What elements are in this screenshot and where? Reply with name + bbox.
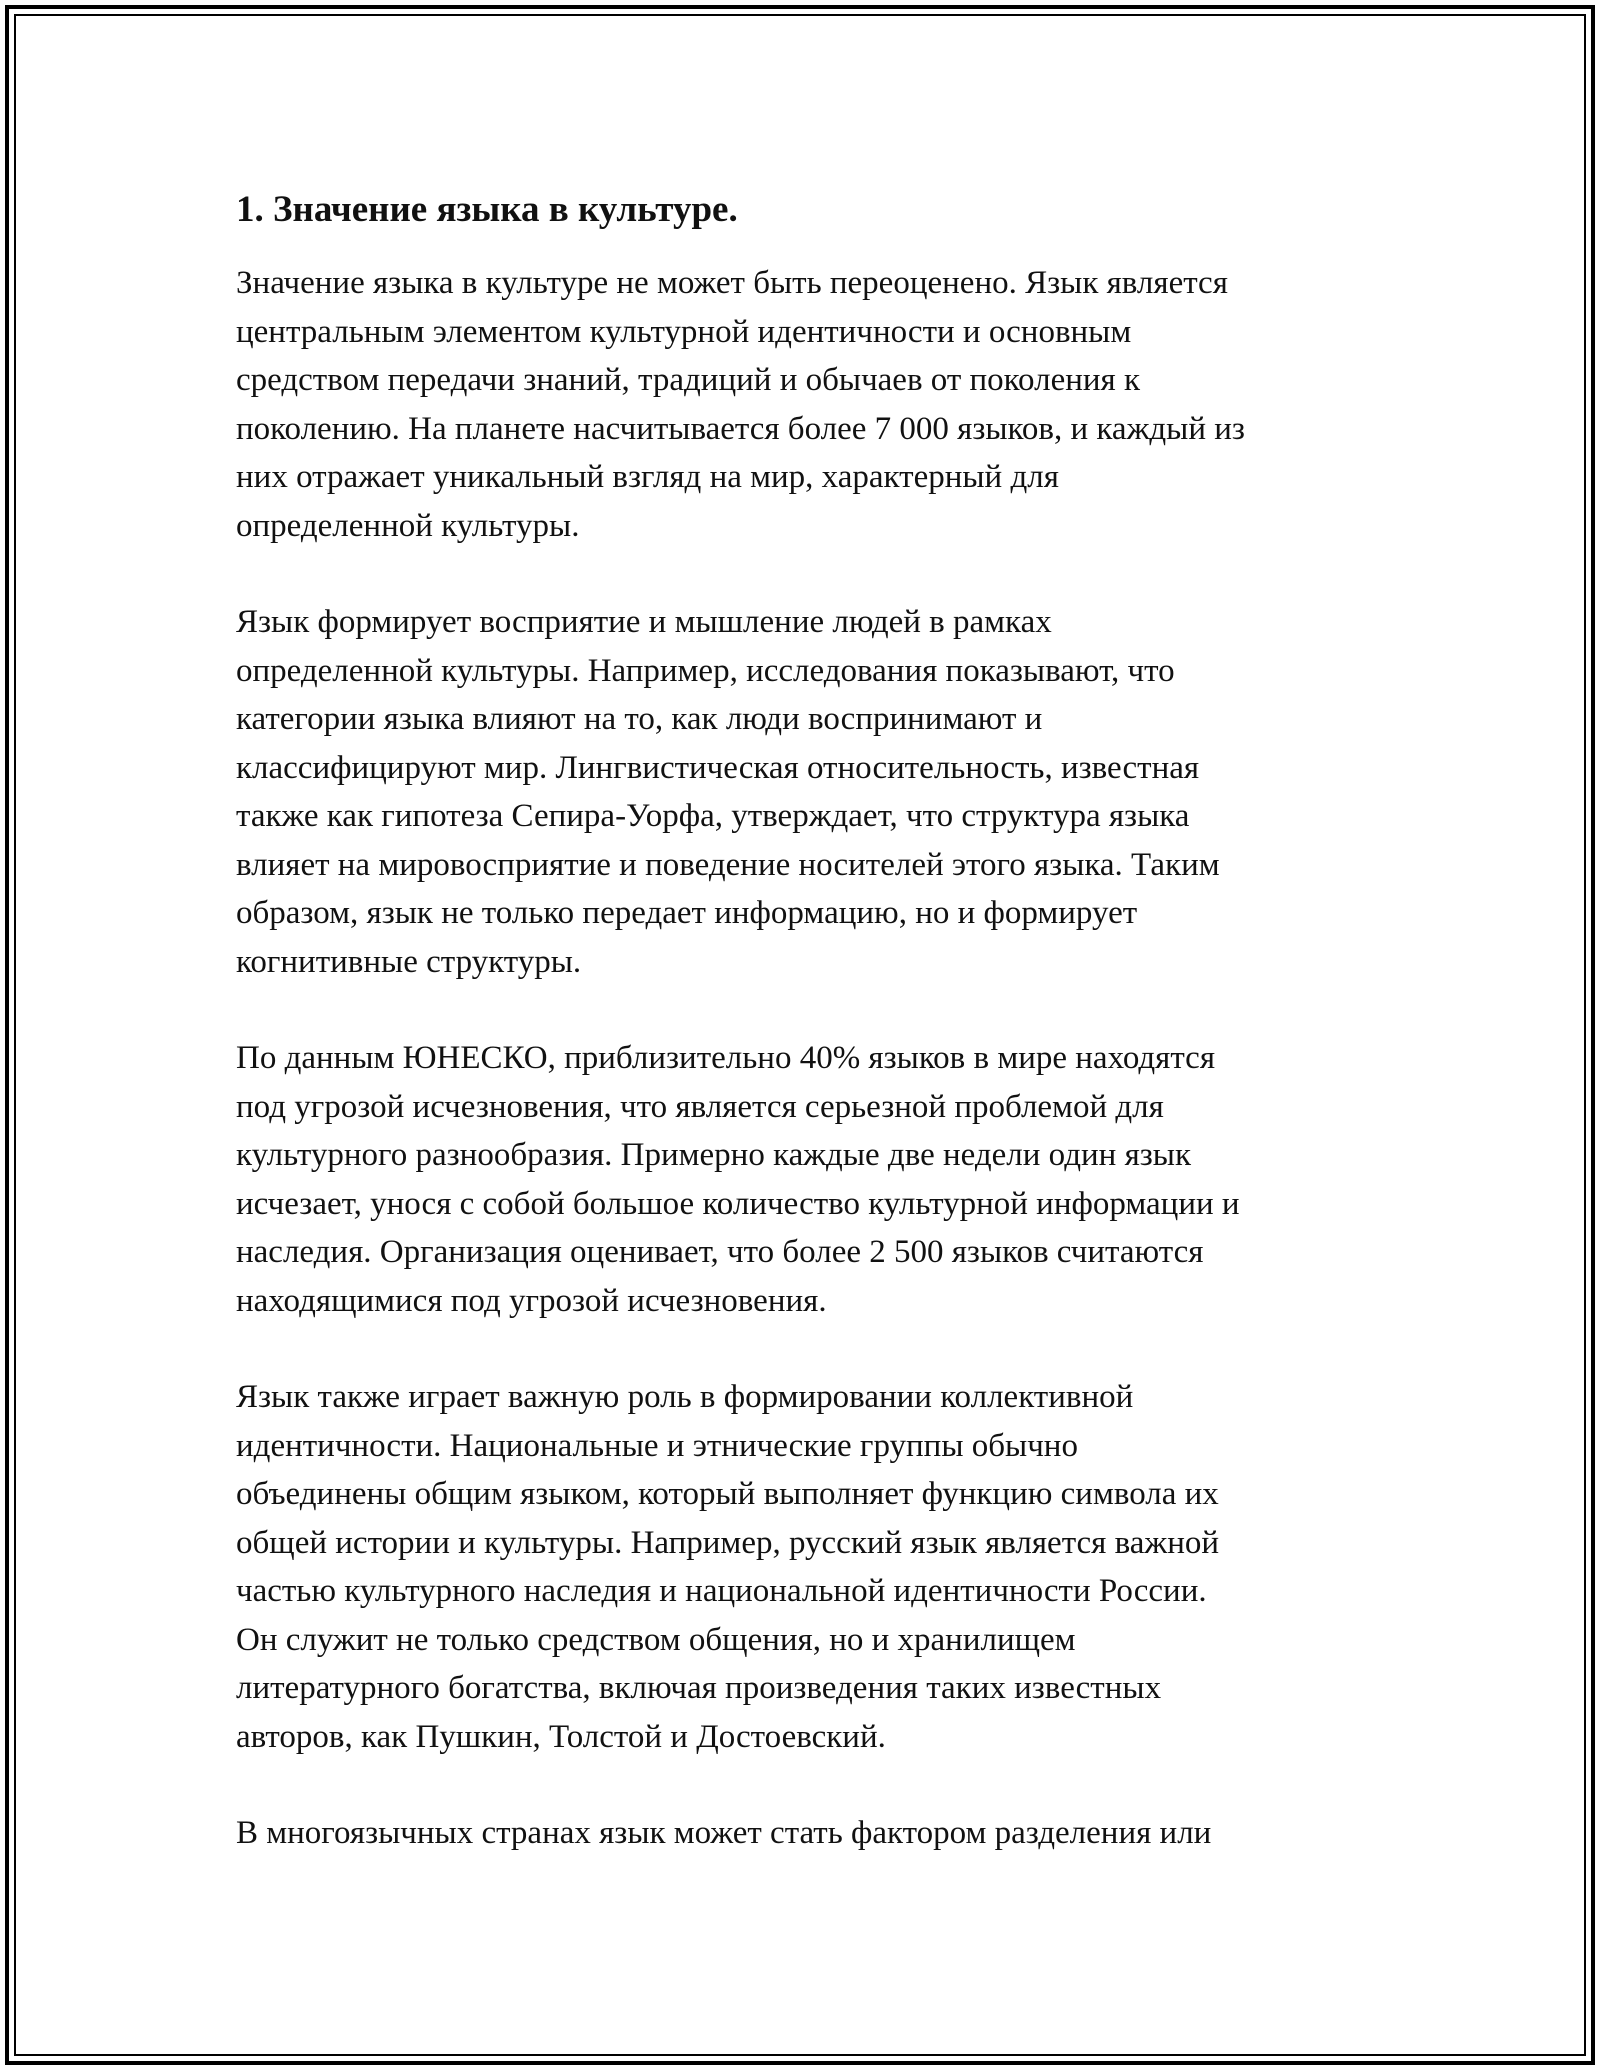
paragraph-line: центральным элементом культурной идентичности и основным	[236, 313, 1132, 350]
paragraph-2	[236, 598, 1376, 986]
paragraph-line: исчезает, унося с собой большое количество культурной информации и	[236, 1185, 1240, 1222]
paragraph-line: классифицируют мир. Лингвистическая относительность, известная	[236, 749, 1200, 786]
paragraph-line: них отражает уникальный взгляд на мир, характерный для	[236, 459, 1059, 495]
paragraph-line: идентичности. Национальные и этнические группы обычно	[236, 1427, 1078, 1464]
section-heading: 1. Значение языка в культуре.	[236, 189, 738, 230]
paragraph-line: Язык формирует восприятие и мышление людей в рамках	[236, 604, 1052, 640]
paragraph-line: наследия. Организация оценивает, что более 2 500 языков считаются	[236, 1234, 1204, 1270]
paragraph-line: По данным ЮНЕСКО, приблизительно 40% языков в мире находятся	[236, 1040, 1215, 1076]
paragraph-line: Язык также играет важную роль в формировании коллективной	[236, 1379, 1134, 1415]
paragraph-4	[236, 1373, 1376, 1761]
paragraph-line: категории языка влияют на то, как люди воспринимают и	[236, 701, 1043, 737]
paragraph-line: определенной культуры. Например, исследования показывают, что	[236, 652, 1175, 689]
paragraph-line: когнитивные структуры.	[236, 943, 582, 980]
paragraph-line: образом, язык не только передает информацию, но и формирует	[236, 895, 1138, 931]
paragraph-line: Он служит не только средством общения, но и хранилищем	[236, 1621, 1076, 1658]
paragraph-line: влияет на мировосприятие и поведение носителей этого языка. Таким	[236, 846, 1220, 883]
paragraph-line: литературного богатства, включая произведения таких известных	[236, 1670, 1162, 1706]
paragraph-line: под угрозой исчезновения, что является серьезной проблемой для	[236, 1088, 1164, 1125]
paragraph-line: Значение языка в культуре не может быть переоценено. Язык является	[236, 265, 1228, 301]
paragraph-line: поколению. На планете насчитывается более 7 000 языков, и каждый из	[236, 410, 1245, 447]
paragraph-line: культурного разнообразия. Примерно каждые две недели один язык	[236, 1137, 1192, 1173]
paragraph-line: авторов, как Пушкин, Толстой и Достоевский.	[236, 1718, 886, 1755]
paragraph-5	[236, 1809, 1376, 1858]
paragraph-line: частью культурного наследия и национальной идентичности России.	[236, 1573, 1207, 1609]
paragraph-line: определенной культуры.	[236, 507, 580, 544]
paragraph-line: также как гипотеза Сепира-Уорфа, утверждает, что структура языка	[236, 798, 1190, 834]
paragraph-line: находящимися под угрозой исчезновения.	[236, 1282, 827, 1319]
paragraphs	[236, 259, 1376, 1858]
paragraph-line: В многоязычных странах язык может стать фактором разделения или	[236, 1815, 1212, 1851]
paragraph-line: средством передачи знаний, традиций и обычаев от поколения к	[236, 362, 1141, 398]
paragraph-line: объединены общим языком, который выполняет функцию символа их	[236, 1476, 1219, 1512]
document-body	[236, 185, 1376, 1906]
paragraph-1	[236, 259, 1376, 550]
paragraph-line: общей истории и культуры. Например, русский язык является важной	[236, 1524, 1220, 1561]
paragraph-3	[236, 1034, 1376, 1325]
